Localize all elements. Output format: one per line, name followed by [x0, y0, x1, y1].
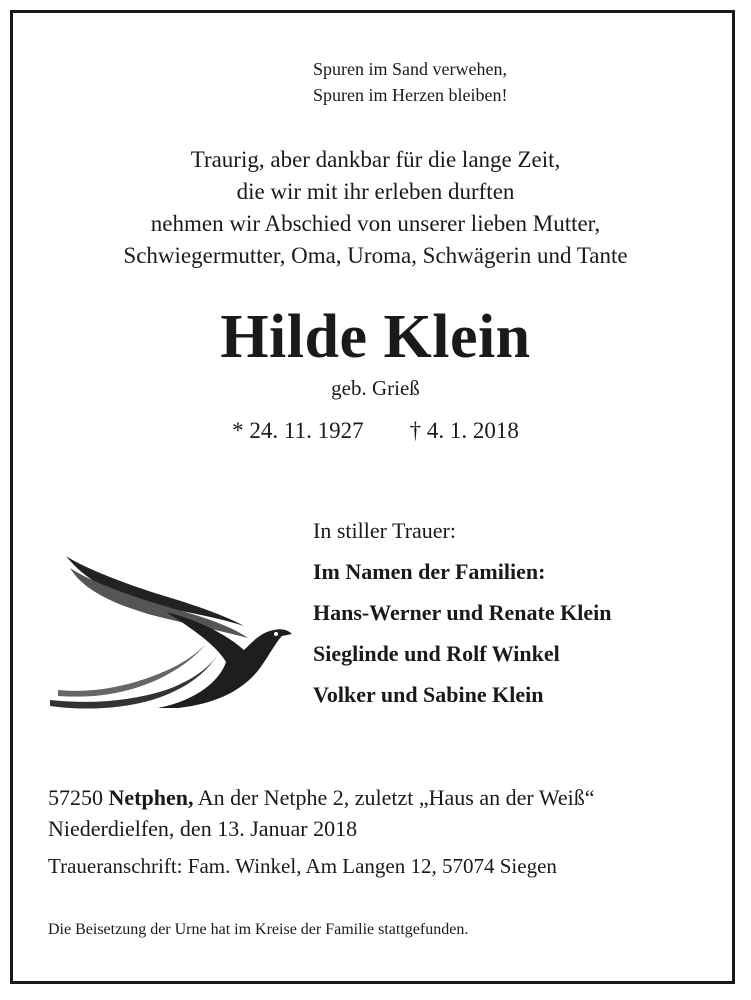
- postal-code: 57250: [48, 785, 103, 810]
- street: An der Netphe 2, zuletzt „Haus an der Weiß“: [197, 785, 595, 810]
- life-dates: [0, 415, 751, 447]
- intro-line: die wir mit ihr erleben durften: [236, 179, 515, 204]
- address-block: [48, 782, 594, 844]
- intro-line: nehmen wir Abschied von unserer lieben Mutter,: [150, 211, 601, 236]
- quote-line: Spuren im Sand verwehen,: [313, 59, 507, 79]
- mourners: [313, 510, 611, 715]
- mourner-name: Hans-Werner und Renate Klein: [313, 600, 612, 625]
- family-label: Im Namen der Familien:: [313, 559, 546, 584]
- deceased-name: Hilde Klein: [220, 303, 531, 371]
- burial-note: Die Beisetzung der Urne hat im Kreise der Familie stattgefunden.: [48, 921, 469, 938]
- quote-line: Spuren im Herzen bleiben!: [313, 85, 508, 105]
- intro-text: [0, 144, 751, 272]
- maiden-name: geb. Grieß: [331, 376, 420, 400]
- mourning-address: Traueranschrift: Fam. Winkel, Am Langen 12, 57074 Siegen: [48, 854, 557, 878]
- intro-line: Schwiegermutter, Oma, Uroma, Schwägerin und Tante: [123, 243, 628, 268]
- place-date: Niederdielfen, den 13. Januar 2018: [48, 816, 358, 841]
- death-date: † 4. 1. 2018: [409, 418, 519, 443]
- dove-icon: [48, 550, 294, 710]
- mourning-heading: In stiller Trauer:: [313, 518, 456, 543]
- address-line: [48, 782, 594, 813]
- mourner-name: Volker und Sabine Klein: [313, 682, 544, 707]
- mourner-name: Sieglinde und Rolf Winkel: [313, 641, 560, 666]
- city: Netphen,: [108, 785, 194, 810]
- quote: [313, 56, 507, 108]
- birth-date: * 24. 11. 1927: [232, 418, 364, 443]
- intro-line: Traurig, aber dankbar für die lange Zeit,: [190, 147, 561, 172]
